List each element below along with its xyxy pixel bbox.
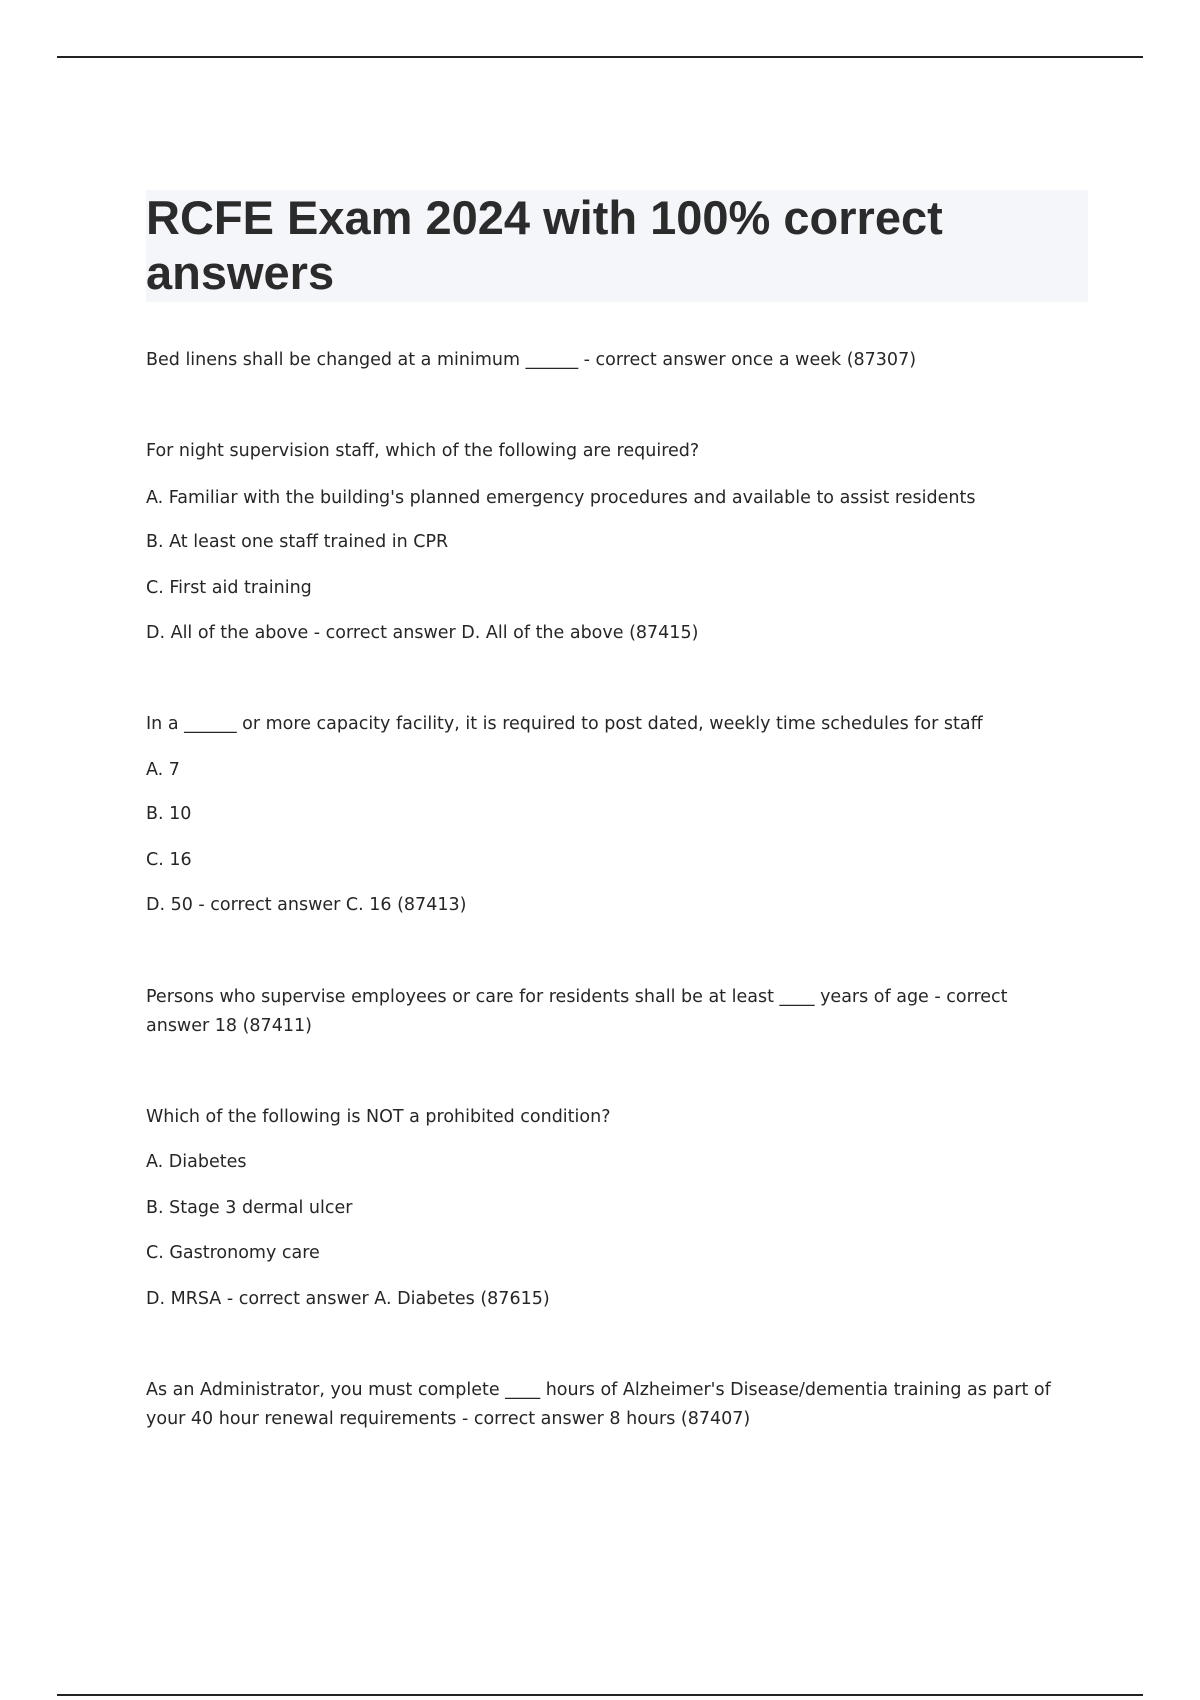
question-3-option-b: B. 10 bbox=[146, 804, 192, 824]
page-title: RCFE Exam 2024 with 100% correct answers bbox=[146, 191, 943, 299]
question-4-line-2: answer 18 (87411) bbox=[146, 1016, 312, 1036]
question-2-option-d: D. All of the above - correct answer D. All of the above (87415) bbox=[146, 623, 699, 643]
question-2-option-a: A. Familiar with the building's planned emergency procedures and available to assist residents bbox=[146, 488, 976, 508]
question-5-option-a: A. Diabetes bbox=[146, 1152, 247, 1172]
question-5-option-d: D. MRSA - correct answer A. Diabetes (87615) bbox=[146, 1289, 550, 1309]
question-1: Bed linens shall be changed at a minimum ______ - correct answer once a week (87307) bbox=[146, 350, 917, 370]
question-5-stem: Which of the following is NOT a prohibited condition? bbox=[146, 1107, 611, 1127]
question-4-line-1: Persons who supervise employees or care for residents shall be at least ____ years of age - correct bbox=[146, 987, 1008, 1007]
question-2-option-c: C. First aid training bbox=[146, 578, 312, 598]
bottom-rule bbox=[57, 1694, 1143, 1696]
question-3-option-c: C. 16 bbox=[146, 850, 192, 870]
question-5-option-b: B. Stage 3 dermal ulcer bbox=[146, 1198, 353, 1218]
question-3-stem: In a ______ or more capacity facility, it is required to post dated, weekly time schedules for staff bbox=[146, 714, 983, 734]
top-rule bbox=[57, 56, 1143, 58]
question-6-line-1: As an Administrator, you must complete ____ hours of Alzheimer's Disease/dementia training as part of bbox=[146, 1380, 1051, 1400]
question-2-stem: For night supervision staff, which of the following are required? bbox=[146, 441, 700, 461]
question-2-option-b: B. At least one staff trained in CPR bbox=[146, 532, 449, 552]
title-box bbox=[146, 190, 1088, 302]
question-5-option-c: C. Gastronomy care bbox=[146, 1243, 320, 1263]
question-3-option-d: D. 50 - correct answer C. 16 (87413) bbox=[146, 895, 467, 915]
question-3-option-a: A. 7 bbox=[146, 760, 180, 780]
question-6-line-2: your 40 hour renewal requirements - correct answer 8 hours (87407) bbox=[146, 1409, 751, 1429]
